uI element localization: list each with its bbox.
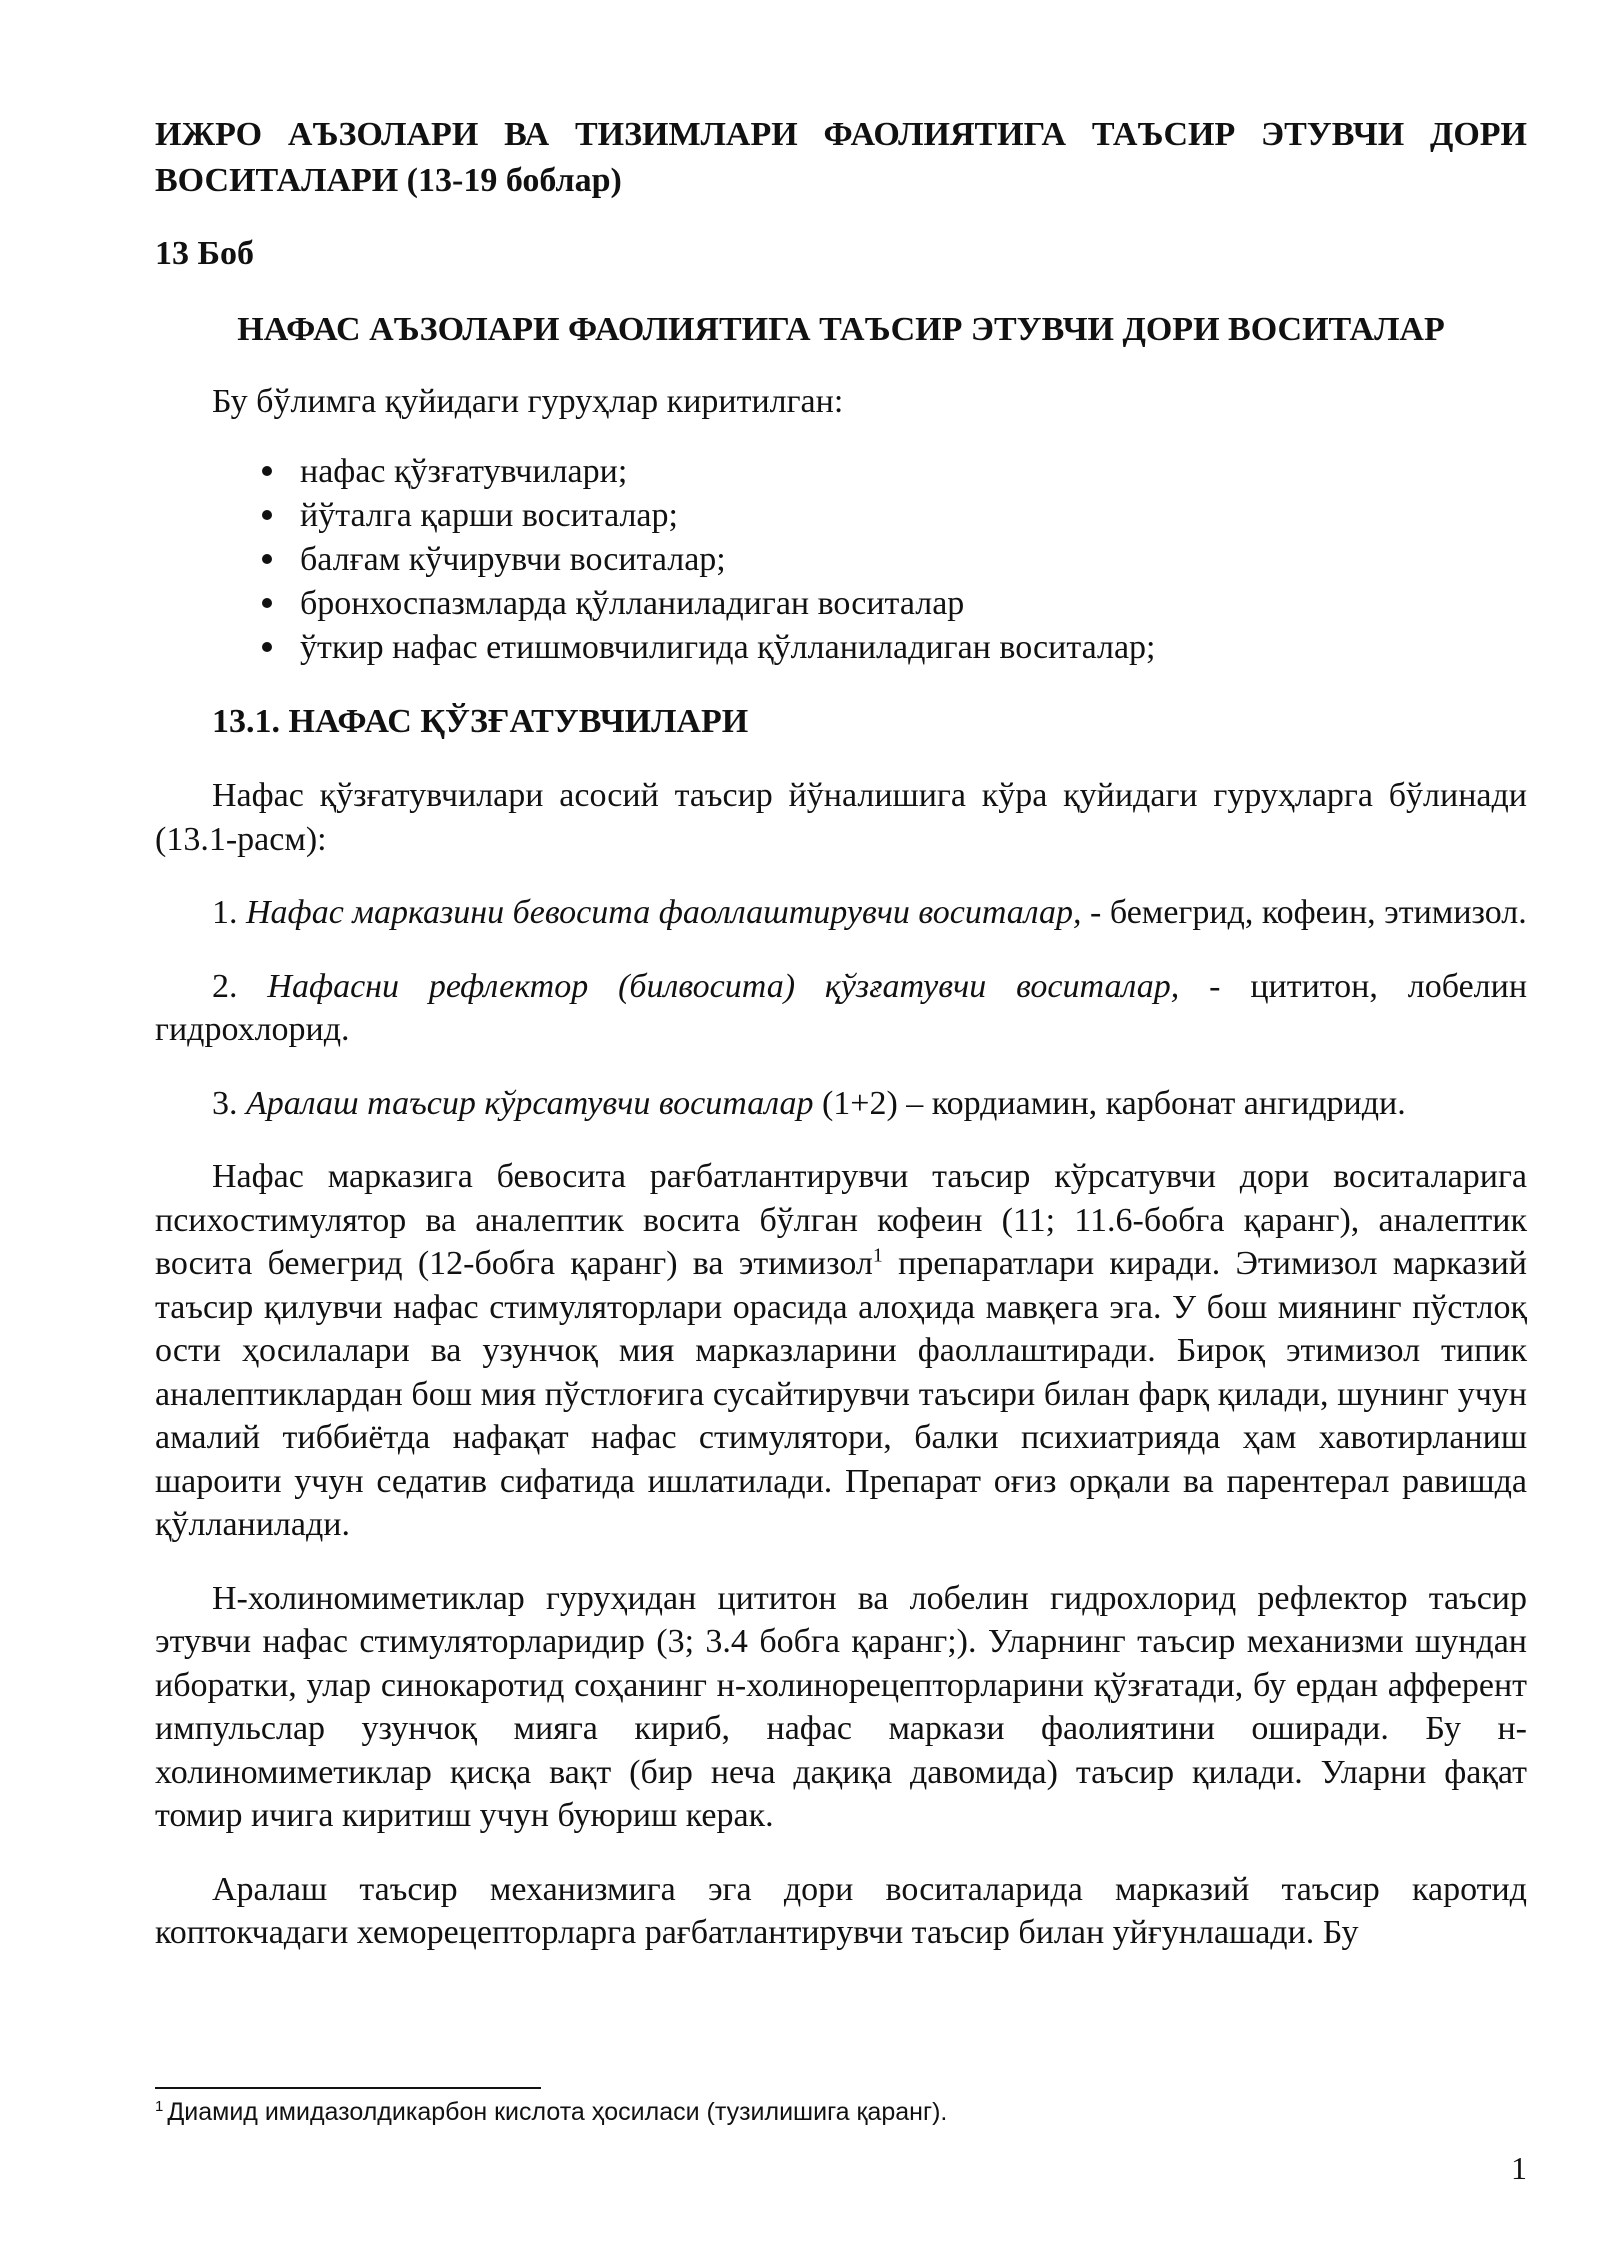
- list-item: ўткир нафас етишмовчилигида қўлланиладиган воситалар;: [155, 626, 1527, 670]
- chapter-number: 13 Боб: [155, 235, 254, 272]
- bullet-icon: [262, 466, 272, 476]
- central-stimulants-paragraph: Нафас марказига бевосита рағбатлантирувчи таъсир кўрсатувчи дори воситаларига психостимулятор ва аналептик восита бўлган кофеин (11; 11.6-бобга қаранг), аналептик восита бемегрид (12-бобга қаранг) ва этимизол$^1$ препаратлари киради. Этимизол марказий таъсир қилувчи нафас стимуляторлари орасида алоҳида мавқега эга. У бош миянинг пўстлоқ ости ҳосилалари ва узунчоқ мия марказларини фаоллаштиради. Бироқ этимизол типик аналептиклардан бош мия пўстлоғига сусайтирувчи таъсири билан фарқ қилади, шунинг учун амалий тиббиётда нафақат нафас стимулятори, балки психиатрияда ҳам хавотирланиш шароити учун седатив сифатида ишлатилади. Препарат оғиз орқали ва парентерал равишда қўлланилади.: [155, 1158, 1527, 1543]
- chapter-title: НАФАС АЪЗОЛАРИ ФАОЛИЯТИГА ТАЪСИР ЭТУВЧИ ДОРИ ВОСИТАЛАР: [237, 311, 1445, 348]
- bullet-icon: [262, 642, 272, 652]
- page-number: 1: [1511, 2150, 1527, 2186]
- list-item: балғам кўчирувчи воситалар;: [155, 538, 1527, 582]
- list-item: йўталга қарши воситалар;: [155, 494, 1527, 538]
- classification-item-1: 1. Нафас марказини бевосита фаоллаштирувчи воситалар, - бемегрид, кофеин, этимизол.: [212, 894, 1527, 931]
- classification-paragraph: Нафас қўзғатувчилари асосий таъсир йўналишига кўра қуйидаги гуруҳларга бўлинади (13.1-расм):: [155, 777, 1527, 858]
- intro-text: Бу бўлимга қуйидаги гуруҳлар киритилган:: [212, 383, 844, 420]
- bullet-icon: [262, 554, 272, 564]
- classification-item-3: 3. Аралаш таъсир кўрсатувчи воситалар (1+2) – кордиамин, карбонат ангидриди.: [212, 1084, 1406, 1122]
- footnote: $^1$ Диамид имидазолдикарбон кислота ҳосиласи (тузилишига қаранг).: [155, 2097, 948, 2126]
- list-item: бронхоспазмларда қўлланиладиган воситалар: [155, 582, 1527, 626]
- groups-list: [155, 450, 1527, 670]
- footnote-mark: 1: [155, 2097, 164, 2115]
- bullet-icon: [262, 510, 272, 520]
- main-heading: ИЖРО АЪЗОЛАРИ ВА ТИЗИМЛАРИ ФАОЛИЯТИГА ТАЪСИР ЭТУВЧИ ДОРИ ВОСИТАЛАРИ (13-19 боблар): [155, 116, 1527, 199]
- list-item: нафас қўзғатувчилари;: [155, 450, 1527, 494]
- reflex-stimulants-paragraph: Н-холиномиметиклар гуруҳидан цититон ва лобелин гидрохлорид рефлектор таъсир этувчи нафас стимуляторларидир (3; 3.4 бобга қаранг;). Уларнинг таъсир механизми шундан иборатки, улар синокаротид соҳанинг н-холинорецепторларини қўзғатади, бу ердан афферент импульслар узунчоқ мияга кириб, нафас маркази фаолиятини оширади. Бу н-холиномиметиклар қисқа вақт (бир неча дақиқа давомида) таъсир қилади. Уларни фақат томир ичига киритиш учун буюриш керак.: [155, 1579, 1527, 1834]
- mixed-action-paragraph: Аралаш таъсир механизмига эга дори воситаларида марказий таъсир каротид коптокчадаги хеморецепторларга рағбатлантирувчи таъсир билан уйғунлашади. Бу: [155, 1870, 1527, 1951]
- footnote-reference: 1: [872, 1244, 883, 1267]
- classification-item-2: 2. Нафасни рефлектор (билвосита) қўзғатувчи воситалар, - цититон, лобелин гидрохлорид.: [155, 967, 1528, 1048]
- section-title: 13.1. НАФАС ҚЎЗҒАТУВЧИЛАРИ: [212, 703, 749, 740]
- document-page: [155, 100, 1527, 1955]
- footnote-separator: [155, 2087, 541, 2089]
- bullet-icon: [262, 598, 272, 608]
